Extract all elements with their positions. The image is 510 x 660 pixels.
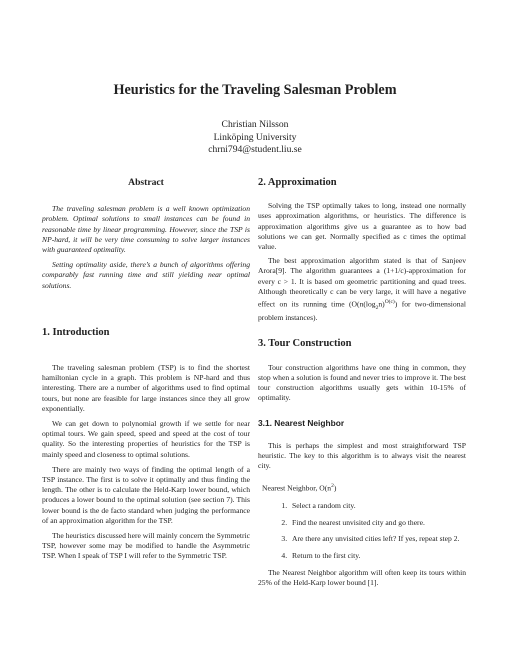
intro-paragraph: The traveling salesman problem (TSP) is to find the shortest hamiltonian cycle in a graph. This problem is NP-hard and thus interesting. There are a number of algorithms used to find optimal tours, but none are feasible for large instances since they all grow exponentially. [42,363,250,413]
tour-paragraph: Tour construction algorithms have one thing in common, they stop when a solution is found and never tries to improve it. The best tour construction algorithms usually gets within 10-15% of optimality. [258,362,466,403]
nn-paragraph: The Nearest Neighbor algorithm will often keep its tours within 25% of the Held-Karp lower bound [1]. [258,567,466,588]
abstract [42,178,250,291]
nn-paragraph: This is perhaps the simplest and most straightforward TSP heuristic. The key to this algorithm is to always visit the nearest city. [258,440,466,471]
intro-paragraph: We can get down to polynomial growth if we settle for near optimal tours. We gain speed, speed and speed at the cost of tour quality. So the interesting properties of heuristics for the TSP is mainly speed and closeness to optimal solutions. [42,419,250,459]
abstract-paragraph: The traveling salesman problem is a well known optimization problem. Optimal solutions to small instances can be found in reasonable time by linear programming. However, since the TSP is NP-hard, it will be very time consuming to solve larger instances with guaranteed optimality. [42,204,250,255]
approx-paragraph: The best approximation algorithm stated is that of Sanjeev Arora[9]. The algorithm guarantees a (1+1/c)-approximation for every c > 1. It is based om geometric partitioning and quad trees. Although theoretically c can be very large, it will have a negative effect on its running time ($O(n(\log_2n)^{O(c)})$ for two-dimensional problem instances). [258,256,466,323]
list-item: 4. Return to the first city. [289,551,466,561]
right-column [258,178,466,588]
author-name: Christian Nilsson [221,119,289,130]
intro-paragraph: The heuristics discussed here will mainly concern the Symmetric TSP, however some may be modified to handle the Asymmetric TSP. When I speak of TSP I will refer to the Symmetric TSP. [42,531,250,561]
section-heading-introduction: 1. Introduction [42,326,110,338]
approx-paragraph: Solving the TSP optimally takes to long, instead one normally uses approximation algorithms, or heuristics. The difference is approximation algorithms give us a guarantee as to how bad solutions we can get. Normally specified as c times the optimal value. [258,201,466,252]
author-affiliation: Linköping University [213,131,297,143]
left-column [42,178,250,562]
approx-text: ) for two-dimensional problem instances). [258,299,466,323]
approx-exponent: O(c) [384,299,395,306]
algorithm-label: Nearest Neighbor, $O(n^2)$ [262,483,337,493]
approx-text: n) [378,299,385,309]
list-item: 2. Find the nearest unvisited city and go there. [289,518,466,528]
author-email: chrni794@student.liu.se [208,144,302,155]
algorithm-steps [258,501,466,561]
abstract-paragraph: Setting optimality aside, there’s a bunch of algorithms offering comparably fast running time and still yielding near optimal solutions. [42,260,250,290]
list-item: 3. Are there any unvisited cities left? If yes, repeat step 2. [289,534,466,544]
author-block [0,119,510,157]
list-item: 1. Select a random city. [289,501,466,511]
approx-text: The best approximation algorithm stated is that of Sanjeev Arora[9]. The algorithm guarantees a (1+1/c)-approximation for every c > 1. It is based om geometric partitioning and quad trees. Although theoretically c can be very large, it will have a negative effect on its running time (O(n(log [258,256,466,309]
paper-title: Heuristics for the Traveling Salesman Problem [113,82,397,98]
section-heading-approximation: 2. Approximation [258,177,337,188]
subsection-heading-nearest-neighbor: 3.1. Nearest Neighbor [258,417,345,428]
abstract-heading: Abstract [128,177,164,188]
section-heading-tour-construction: 3. Tour Construction [258,338,352,350]
intro-paragraph: There are mainly two ways of finding the optimal length of a TSP instance. The first is to solve it optimally and thus finding the length. The other is to calculate the Held-Karp lower bound, which produces a lower bound to the optimal solution (see section 7). This lower bound is the de facto standard when judging the performance of an approximation algorithm for the TSP. [42,464,250,525]
